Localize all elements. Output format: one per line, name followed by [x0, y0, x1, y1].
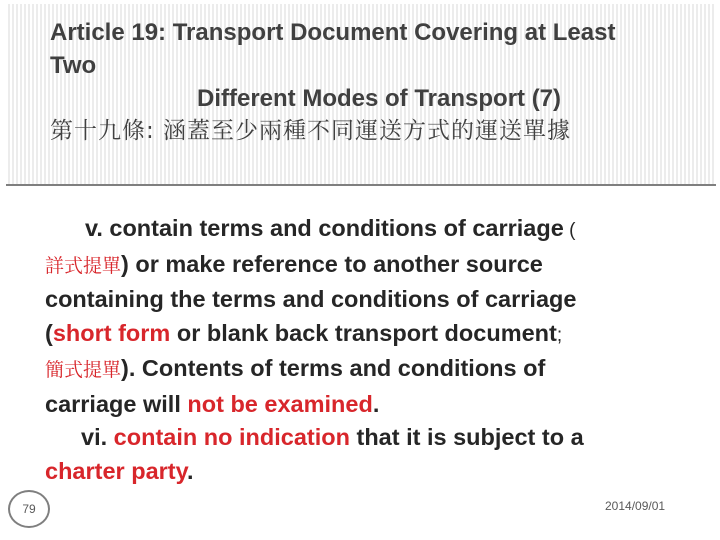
body-text-span: vi.: [81, 424, 114, 450]
highlight-charter-party: charter party: [45, 457, 187, 484]
highlight-short-form: short form: [52, 319, 171, 346]
slide-body: [45, 212, 705, 488]
title-line-3: Different Modes of Transport (7): [197, 85, 562, 112]
header-divider: [6, 184, 716, 186]
title-line-2: Two: [50, 52, 97, 79]
term-chinese-long-form: 詳式提單: [45, 254, 122, 277]
title-line-1: Article 19: Transport Document Covering at Least: [50, 19, 616, 46]
body-text-span: v. contain terms and conditions of carriage: [85, 215, 564, 241]
body-line-7: [45, 421, 705, 455]
body-text-span: carriage will: [45, 390, 188, 417]
term-chinese-short-form: 簡式提單: [45, 359, 122, 381]
body-line-8: [45, 455, 705, 489]
body-line-5: [45, 352, 705, 388]
body-text-span: (: [563, 220, 576, 241]
slide-date: 2014/09/01: [605, 499, 666, 513]
body-text-span: ) or make reference to another source: [121, 250, 543, 277]
body-text-span: that it is subject to a: [349, 424, 584, 450]
body-line-6: [45, 388, 705, 422]
body-text-span: ;: [556, 324, 563, 346]
body-line-2: [45, 248, 705, 284]
slide-title: [50, 16, 718, 148]
title-chinese: 第十九條: 涵蓋至少兩種不同運送方式的運送單據: [50, 118, 572, 144]
highlight-no-indication: contain no indication: [113, 424, 350, 450]
body-line-1: [45, 212, 705, 248]
highlight-not-examined: not be examined: [187, 390, 373, 417]
body-line-3: containing the terms and conditions of carriage: [45, 286, 577, 312]
body-text-span: .: [186, 457, 194, 484]
body-text-span: or blank back transport document: [170, 319, 557, 346]
body-text-span: .: [372, 390, 380, 417]
body-text-span: ). Contents of terms and conditions of: [121, 355, 546, 381]
body-line-4: [45, 317, 705, 353]
page-number: 79: [22, 502, 36, 516]
page-number-badge: [8, 490, 50, 528]
body-text-span: (: [45, 319, 53, 346]
